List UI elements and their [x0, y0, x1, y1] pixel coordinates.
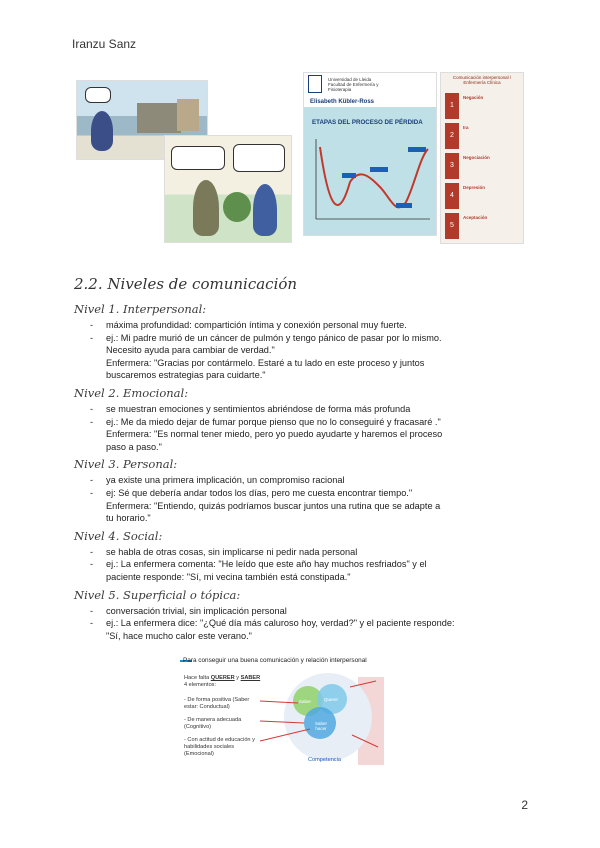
level-title: Nivel 4. Social:	[74, 528, 163, 543]
character-figure	[91, 111, 113, 151]
slide-author: Elisabeth Kübler-Ross	[310, 99, 375, 105]
header-author: Iranzu Sanz	[72, 37, 137, 51]
stage-label: Depresión	[463, 185, 486, 190]
list-item: - ej.: Mi padre murió de un cáncer de pulmón y tengo pánico de pasar por lo mismo. Necesito ayuda para cambiar de verdad." Enfermera: "Gracias por contármelo. Estaré a tu lado en este proceso y juntos buscaremos estrategias para cuidarte."	[74, 332, 534, 382]
stage-row	[445, 181, 519, 211]
speech-bubble	[171, 146, 225, 170]
speech-bubble	[233, 144, 285, 172]
stage-row	[445, 121, 519, 151]
levels-content	[74, 301, 534, 645]
level-block	[74, 385, 534, 453]
venn-graphic	[180, 657, 386, 769]
list-item: - ej.: Me da miedo dejar de fumar porque pienso que no lo conseguiré y fracasaré ." Enfermera: "Es normal tener miedo, pero yo puedo ayudarte y haremos el proceso paso a paso."	[74, 416, 534, 454]
stages-chart-panel	[304, 107, 436, 235]
list-item: - ej.: La enfermera dice: "¿Qué día más caluroso hoy, verdad?" y el paciente responde: "Sí, hace mucho calor este verano."	[74, 617, 534, 642]
level-block	[74, 528, 534, 584]
list-item: - conversación trivial, sin implicación personal	[74, 605, 534, 618]
comic-cartoon-image	[164, 135, 292, 243]
slide-university: Universidad de Lleida	[328, 77, 372, 82]
diagram-bullet: - De forma positiva (Saber estar: Conductual)	[184, 697, 250, 710]
stage-label: Negociación	[463, 155, 490, 160]
communication-diagram	[180, 657, 386, 769]
speech-bubble	[85, 87, 111, 103]
stage-label: Aceptación	[463, 215, 488, 220]
page-number: 2	[521, 798, 528, 812]
diagram-intro: Hace falta QUERER y SABER 4 elementos:	[184, 675, 261, 688]
diagram-bullet: - De manera adecuada (Cognitivo)	[184, 717, 242, 730]
stage-number: 1	[445, 93, 459, 119]
level-title: Nivel 2. Emocional:	[74, 385, 189, 400]
diagram-title: Para conseguir una buena comunicación y relación interpersonal	[183, 657, 367, 664]
stage-row	[445, 91, 519, 121]
list-item: - máxima profundidad: compartición íntima y conexión personal muy fuerte.	[74, 319, 534, 332]
kubler-ross-slide	[303, 72, 437, 236]
building-shape	[137, 103, 181, 133]
level-block	[74, 456, 534, 524]
stage-number: 2	[445, 123, 459, 149]
circle-label: Querer	[324, 697, 339, 702]
stage-label: Ira	[463, 125, 469, 130]
stage-row	[445, 211, 519, 241]
list-item: - se muestran emociones y sentimientos abriéndose de forma más profunda	[74, 403, 534, 416]
list-item: - ej.: La enfermera comenta: "He leído que este año hay muchos resfriados" y el paciente responde: "Sí, mi vecina también está constipada."	[74, 558, 534, 583]
list-item: - ya existe una primera implicación, un compromiso racional	[74, 474, 534, 487]
character-figure	[193, 180, 219, 236]
bush-shape	[223, 192, 251, 222]
level-title: Nivel 3. Personal:	[74, 457, 178, 472]
level-title: Nivel 1. Interpersonal:	[74, 302, 207, 316]
list-item: - ej: Sé que debería andar todos los días, pero me cuesta encontrar tiempo." Enfermera: "Entiendo, quizás podríamos buscar juntos una rutina que se adapte a tu horario."	[74, 487, 534, 525]
circle-label: Saber hacer	[314, 721, 327, 731]
stages-list-title: Comunicación interpersonal / Enfermería Clínica	[452, 75, 512, 85]
stages-list-slide	[440, 72, 524, 244]
stage-number: 3	[445, 153, 459, 179]
stages-curve	[304, 107, 436, 235]
building-shape	[177, 99, 199, 131]
stages-chart-title: ETAPAS DEL PROCESO DE PÉRDIDA	[312, 119, 423, 126]
section-title: 2.2. Niveles de comunicación	[74, 275, 298, 293]
level-title: Nivel 5. Superficial o tópica:	[74, 587, 241, 602]
level-block	[74, 301, 534, 382]
competencia-label: Competencia	[308, 757, 341, 763]
stage-row	[445, 151, 519, 181]
circle-label: Saber	[299, 699, 312, 704]
stage-number: 4	[445, 183, 459, 209]
stage-label: Negación	[463, 95, 484, 100]
list-item: - se habla de otras cosas, sin implicarse ni pedir nada personal	[74, 546, 534, 559]
university-logo-icon	[308, 75, 322, 93]
stage-number: 5	[445, 213, 459, 239]
diagram-bullet: - Con actitud de educación y habilidades sociales (Emocional)	[184, 737, 255, 757]
level-block	[74, 587, 534, 643]
slide-subtitle: Facultad de Enfermería y Fisioterapia	[328, 82, 379, 92]
character-figure	[253, 184, 277, 236]
